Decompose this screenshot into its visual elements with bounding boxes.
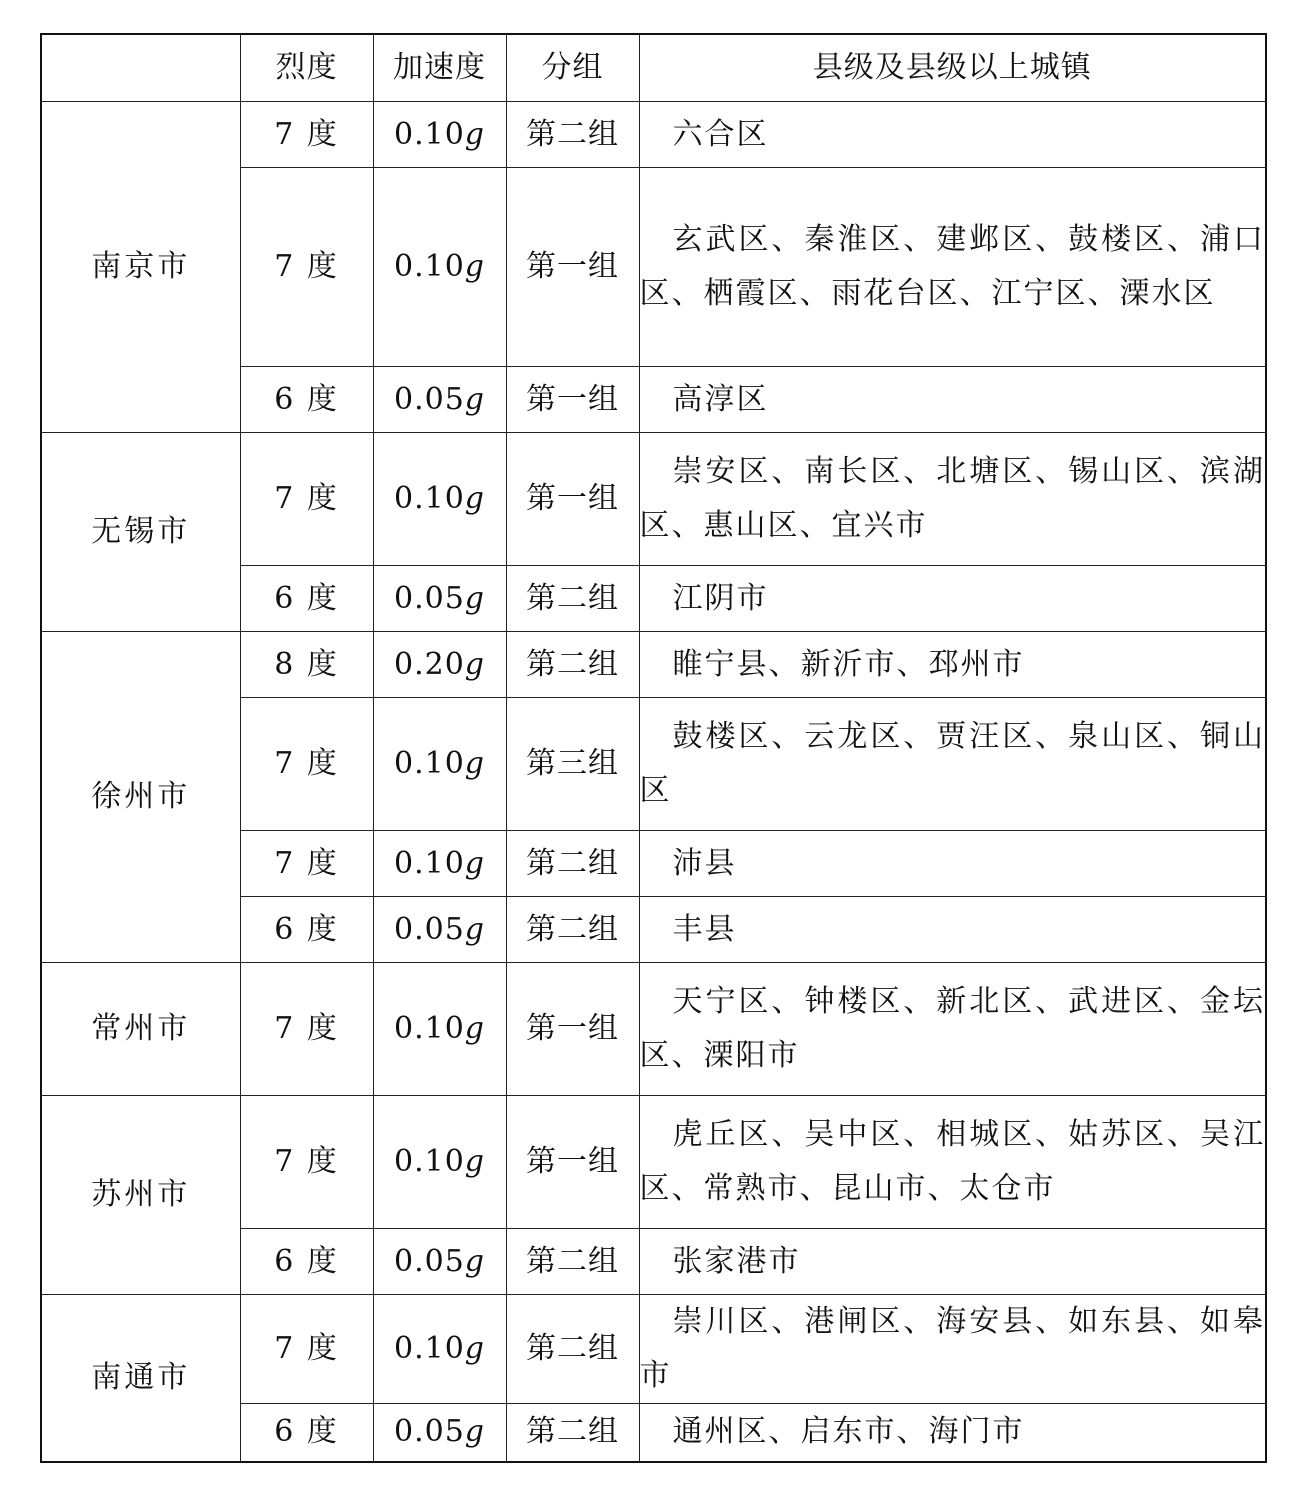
acceleration-cell: 0.05g — [373, 1229, 506, 1295]
towns-cell: 崇川区、港闸区、海安县、如东县、如皋市 — [639, 1295, 1266, 1404]
header-towns: 县级及县级以上城镇 — [639, 34, 1266, 102]
header-acceleration: 加速度 — [373, 34, 506, 102]
seismic-zoning-table — [40, 33, 1267, 1463]
table-row — [41, 102, 1266, 168]
group-cell: 第二组 — [506, 102, 639, 168]
table-row — [41, 433, 1266, 566]
group-cell: 第三组 — [506, 698, 639, 831]
intensity-cell: 6 度 — [240, 897, 373, 963]
group-cell: 第二组 — [506, 566, 639, 632]
group-cell: 第二组 — [506, 1229, 639, 1295]
group-cell: 第二组 — [506, 632, 639, 698]
acceleration-cell: 0.10g — [373, 831, 506, 897]
acceleration-cell: 0.10g — [373, 1295, 506, 1404]
intensity-cell: 6 度 — [240, 367, 373, 433]
acceleration-cell: 0.05g — [373, 367, 506, 433]
header-row — [41, 34, 1266, 102]
acceleration-cell: 0.05g — [373, 897, 506, 963]
group-cell: 第一组 — [506, 433, 639, 566]
table-row — [41, 1096, 1266, 1229]
intensity-cell: 6 度 — [240, 1229, 373, 1295]
acceleration-cell: 0.10g — [373, 102, 506, 168]
intensity-cell: 6 度 — [240, 1404, 373, 1462]
towns-cell: 张家港市 — [639, 1229, 1266, 1295]
acceleration-cell: 0.10g — [373, 963, 506, 1096]
intensity-cell: 7 度 — [240, 1096, 373, 1229]
towns-cell: 天宁区、钟楼区、新北区、武进区、金坛区、溧阳市 — [639, 963, 1266, 1096]
towns-cell: 通州区、启东市、海门市 — [639, 1404, 1266, 1462]
acceleration-cell: 0.10g — [373, 168, 506, 367]
intensity-cell: 6 度 — [240, 566, 373, 632]
city-cell: 常州市 — [41, 963, 240, 1096]
table-row — [41, 632, 1266, 698]
header-city — [41, 34, 240, 102]
group-cell: 第一组 — [506, 1096, 639, 1229]
intensity-cell: 7 度 — [240, 963, 373, 1096]
intensity-cell: 7 度 — [240, 698, 373, 831]
header-intensity: 烈度 — [240, 34, 373, 102]
intensity-cell: 7 度 — [240, 102, 373, 168]
towns-cell: 鼓楼区、云龙区、贾汪区、泉山区、铜山区 — [639, 698, 1266, 831]
towns-cell: 崇安区、南长区、北塘区、锡山区、滨湖区、惠山区、宜兴市 — [639, 433, 1266, 566]
header-group: 分组 — [506, 34, 639, 102]
group-cell: 第一组 — [506, 367, 639, 433]
intensity-cell: 8 度 — [240, 632, 373, 698]
group-cell: 第二组 — [506, 831, 639, 897]
towns-cell: 虎丘区、吴中区、相城区、姑苏区、吴江区、常熟市、昆山市、太仓市 — [639, 1096, 1266, 1229]
group-cell: 第二组 — [506, 897, 639, 963]
intensity-cell: 7 度 — [240, 831, 373, 897]
towns-cell: 六合区 — [639, 102, 1266, 168]
towns-cell: 江阴市 — [639, 566, 1266, 632]
city-cell: 徐州市 — [41, 632, 240, 963]
city-cell: 南京市 — [41, 102, 240, 433]
towns-cell: 沛县 — [639, 831, 1266, 897]
towns-cell: 睢宁县、新沂市、邳州市 — [639, 632, 1266, 698]
acceleration-cell: 0.10g — [373, 433, 506, 566]
intensity-cell: 7 度 — [240, 433, 373, 566]
intensity-cell: 7 度 — [240, 1295, 373, 1404]
acceleration-cell: 0.20g — [373, 632, 506, 698]
city-cell: 南通市 — [41, 1295, 240, 1462]
group-cell: 第一组 — [506, 168, 639, 367]
towns-cell: 玄武区、秦淮区、建邺区、鼓楼区、浦口区、栖霞区、雨花台区、江宁区、溧水区 — [639, 168, 1266, 367]
group-cell: 第二组 — [506, 1404, 639, 1462]
table-row — [41, 1295, 1266, 1404]
city-cell: 苏州市 — [41, 1096, 240, 1295]
acceleration-cell: 0.05g — [373, 1404, 506, 1462]
towns-cell: 高淳区 — [639, 367, 1266, 433]
acceleration-cell: 0.10g — [373, 698, 506, 831]
group-cell: 第二组 — [506, 1295, 639, 1404]
acceleration-cell: 0.10g — [373, 1096, 506, 1229]
acceleration-cell: 0.05g — [373, 566, 506, 632]
group-cell: 第一组 — [506, 963, 639, 1096]
intensity-cell: 7 度 — [240, 168, 373, 367]
table-row — [41, 963, 1266, 1096]
city-cell: 无锡市 — [41, 433, 240, 632]
towns-cell: 丰县 — [639, 897, 1266, 963]
